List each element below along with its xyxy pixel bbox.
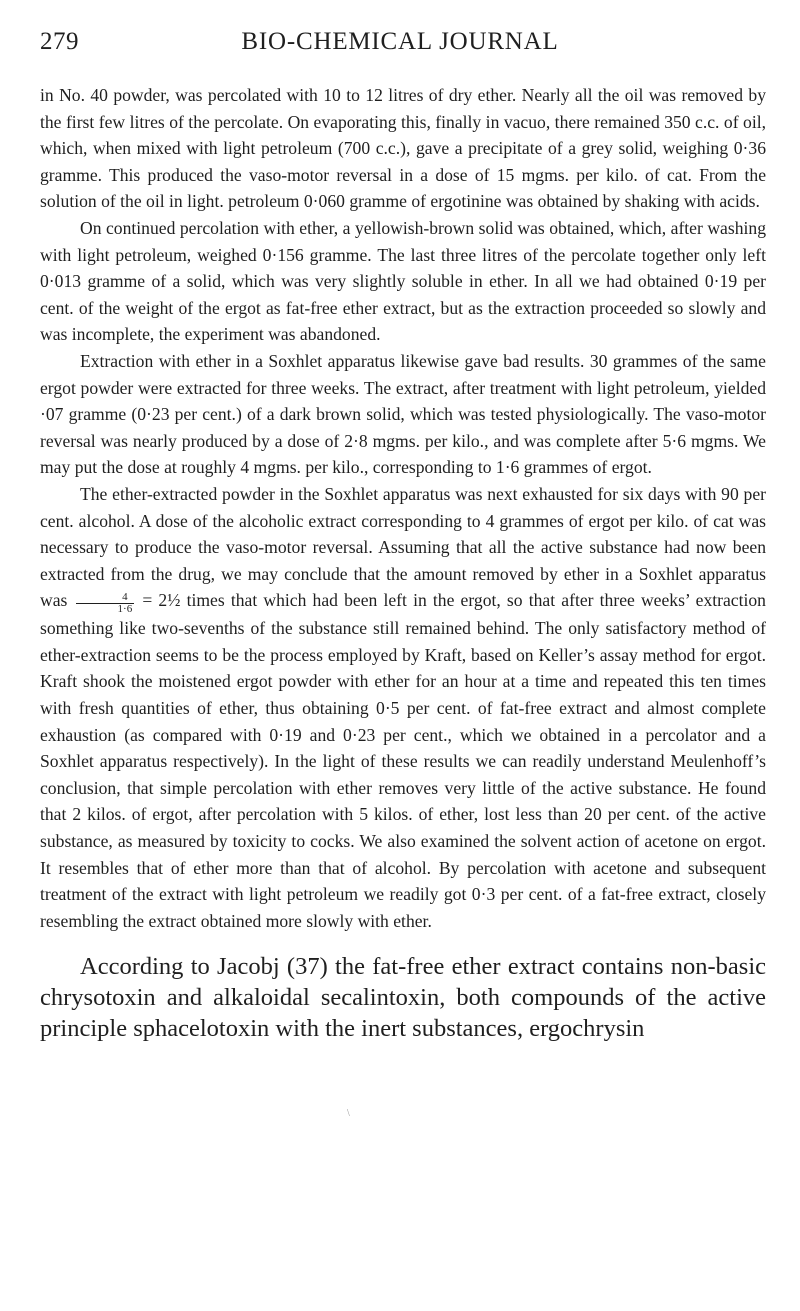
paragraph-ether-percolation: in No. 40 powder, was percolated with 10 to 12 litres of dry ether. Nearly all the oil was removed by the first few litres of the percolate. On evaporating this, finally in vacuo, there remained 350 c.c. of oil, which, when mixed with light petroleum (700 c.c.), gave a precipitate of a grey solid, weighing 0·36 gramme. This produced the vaso-motor reversal in a dose of 15 mgms. per kilo. of cat. From the solution of the oil in light. petroleum 0·060 gramme of ergotinine was obtained by shaking with acids. [40,85,766,212]
page-number: 279 [40,28,79,55]
fraction-denominator: 1·6 [117,603,133,616]
paragraph-continued-percolation: On continued percolation with ether, a yellowish-brown solid was obtained, which, after washing with light petroleum, weighed 0·156 gramme. The last three litres of the percolate together only left 0·013 gramme of a solid, which was very slightly soluble in ether. In all we had obtained 0·19 per cent. of the weight of the ergot as fat-free ether extract, but as the extraction proceeded so slowly and was incomplete, the experiment was abandoned. [40,217,766,345]
paragraph-alcohol-extraction-part1: The ether-extracted powder in the Soxhlet apparatus was next exhausted for six days with 90 per cent. alcohol. A dose of the alcoholic extract corresponding to 4 grammes of ergot per kilo. of cat was necessary to produce the vaso-motor reversal. Assuming that all the active substance had now been extracted from the drug, we may conclude that the amount removed by ether in a Soxhlet apparatus was [40,483,766,611]
paragraph-alcohol-extraction-part2: = 2½ times that which had been left in the ergot, so that after three weeks’ extraction something like two-sevenths of the substance still remained behind. The only satisfactory method of ether-extraction seems to be the process employed by Kraft, based on Keller’s assay method for ergot. Kraft shook the moistened ergot powder with ether for an hour at a time and repeated this ten times with fresh quantities of ether, thus obtaining 0·5 per cent. of fat-free extract and almost complete exhaustion (as compared with 0·19 and 0·23 per cent., which we obtained in a percolator and a Soxhlet apparatus respectively). In the light of these results we can readily understand Meulenhoff’s conclusion, that simple percolation with ether removes very little of the active substance. He found that 2 kilos. of ergot, after percolation with 5 kilos. of ether, lost less than 20 per cent. of the active substance, as measured by toxicity to cocks. We also examined the solvent action of acetone on ergot. It resembles that of ether more than that of alcohol. By percolation with acetone and subsequent treatment of the extract with light petroleum we readily got 0·3 per cent. of a fat-free extract, closely resembling the extract obtained more slowly with ether. [40,590,766,931]
paragraph-soxhlet-extraction: Extraction with ether in a Soxhlet apparatus likewise gave bad results. 30 grammes of the same ergot powder were extracted for three weeks. The extract, after treatment with light petroleum, yielded ·07 gramme (0·23 per cent.) of a dark brown solid, which was tested physiologically. The vaso-motor reversal was nearly produced by a dose of 2·8 mgms. per kilo., and was complete after 5·6 mgms. We may put the dose at roughly 4 mgms. per kilo., corresponding to 1·6 grammes of ergot. [40,350,766,478]
fraction [76,592,135,615]
journal-title: BIO-CHEMICAL JOURNAL [241,28,559,55]
running-header [0,28,800,62]
fraction-numerator: 4 [76,592,135,604]
stray-mark: \ [347,1108,350,1119]
paragraph-jacobj: According to Jacobj (37) the fat-free ether extract contains non-basic chrysotoxin and alkaloidal secalintoxin, both compounds of the active principle sphacelotoxin with the inert substances, ergochrysin [40,953,766,1043]
article-body [40,82,766,1044]
paragraph-alcohol-extraction [40,481,766,935]
